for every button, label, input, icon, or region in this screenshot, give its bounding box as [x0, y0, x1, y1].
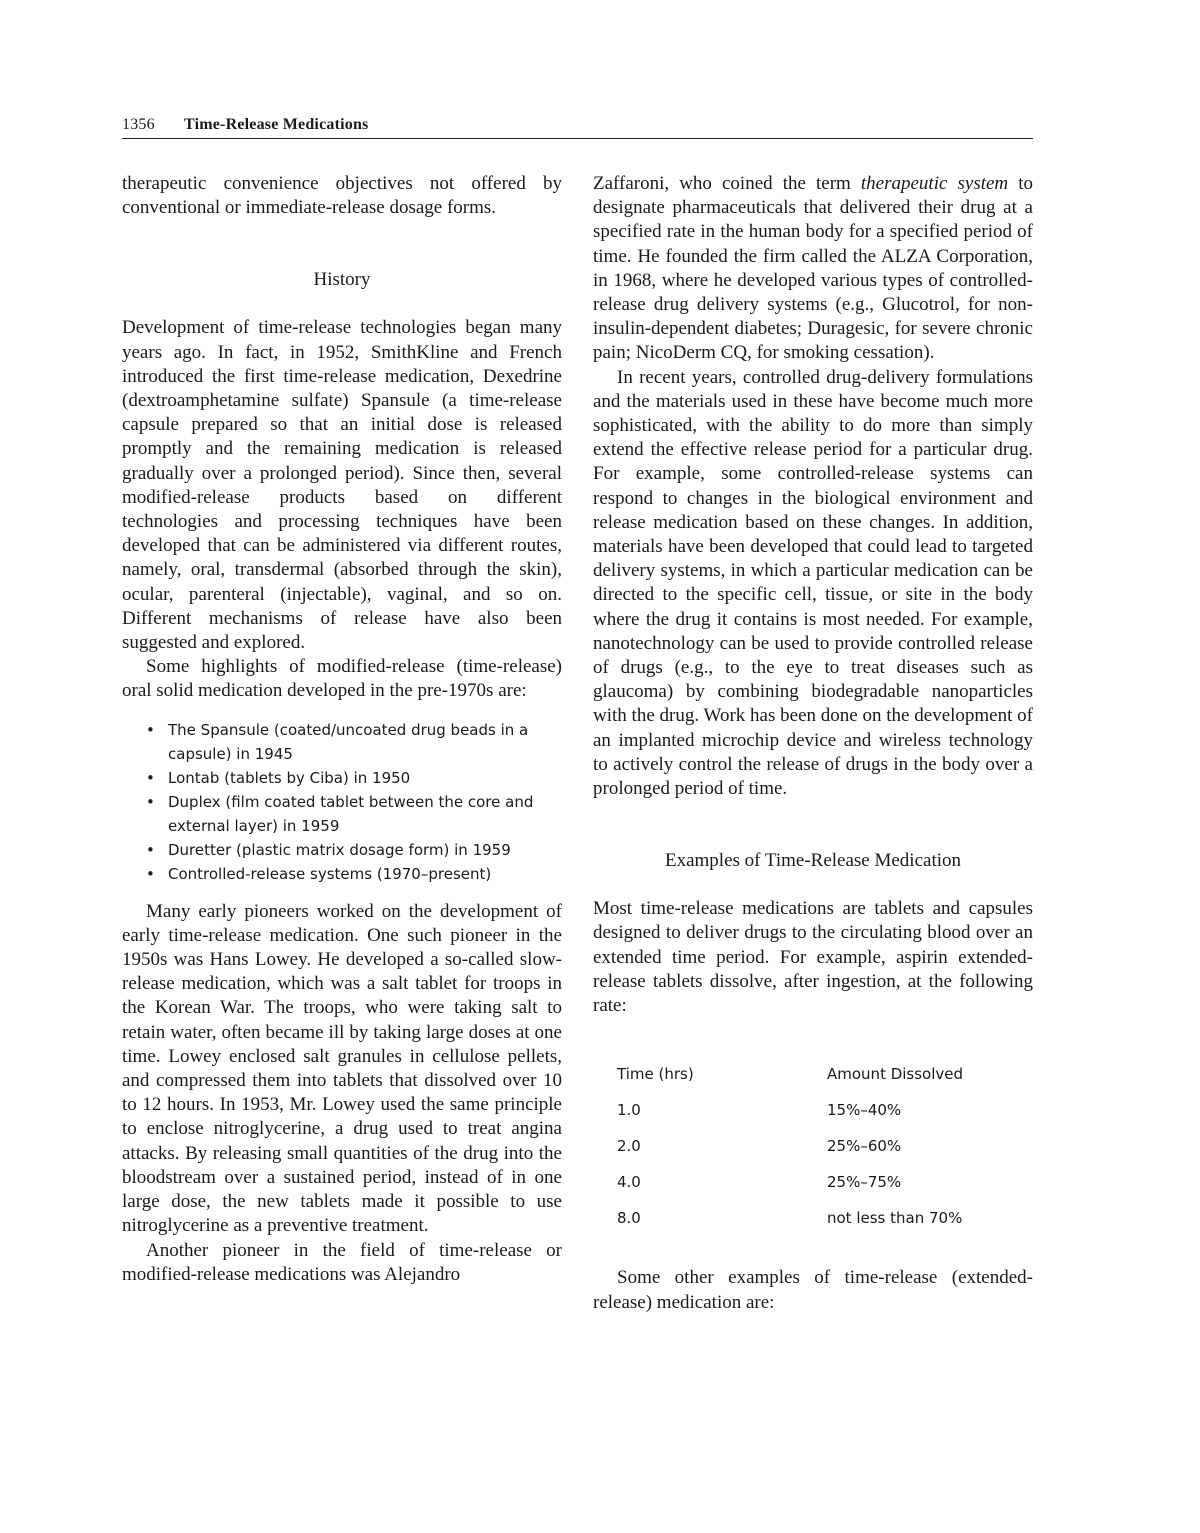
time-cell: 1.0 — [617, 1101, 641, 1120]
therapeutic-system-term: therapeutic system — [860, 173, 1009, 194]
left-column — [122, 172, 562, 1287]
history-paragraph-2: Some highlights of modified-release (time-release) oral solid medication developed in the pre-1970s are: — [122, 656, 562, 702]
amount-cell: 25%–75% — [827, 1173, 902, 1192]
right-column — [593, 172, 1033, 1315]
time-cell: 4.0 — [617, 1173, 641, 1192]
page-number: 1356 — [122, 116, 155, 133]
history-paragraph-1: Development of time-release technologies began many years ago. In fact, in 1952, SmithKline and French introduced the first time-release medication, Dexedrine (dextroamphetamine sulfate) Spansule (a time-release capsule prepared so that an initial dose is released promptly and the remaining medication is released gradually over a prolonged period). Since then, several modified-release products based on different technologies and processing techniques have been developed that can be administered via different routes, namely, oral, transdermal (absorbed through the skin), ocular, parenteral (injectable), vaginal, and so on. Different mechanisms of release have also been suggested and explored. — [122, 317, 562, 654]
time-column-header: Time (hrs) — [617, 1065, 694, 1084]
other-examples-paragraph: Some other examples of time-release (extended-release) medication are: — [593, 1267, 1033, 1313]
zaffaroni-paragraph — [593, 172, 1033, 366]
amount-cell: not less than 70% — [827, 1209, 963, 1228]
table-row — [617, 1092, 1027, 1128]
examples-heading: Examples of Time-Release Medication — [664, 850, 962, 872]
history-paragraph-4: Another pioneer in the field of time-release or modified-release medications was Alejandro — [122, 1239, 562, 1285]
amount-cell: 15%–40% — [827, 1101, 902, 1120]
table-header-row — [617, 1056, 1027, 1092]
dissolution-rate-table — [617, 1056, 1027, 1236]
amount-cell: 25%–60% — [827, 1137, 902, 1156]
list-item: • The Spansule (coated/uncoated drug beads in a capsule) in 1945 — [146, 718, 562, 766]
list-item: • Duplex (film coated tablet between the core and external layer) in 1959 — [146, 790, 562, 838]
running-title: Time-Release Medications — [184, 116, 369, 133]
time-cell: 2.0 — [617, 1137, 641, 1156]
time-cell: 8.0 — [617, 1209, 641, 1228]
history-paragraph-3: Many early pioneers worked on the development of early time-release medication. One such pioneer in the 1950s was Hans Lowey. He developed a so-called slow-release medication, which was a salt tablet for troops in the Korean War. The troops, who were taking salt to retain water, often became ill by taking large doses at one time. Lowey enclosed salt granules in cellulose pellets, and compressed them into tablets that dissolved over 10 to 12 hours. In 1953, Mr. Lowey used the same principle to enclose nitroglycerine, a drug used to treat angina attacks. By releasing small quantities of the drug into the bloodstream over a sustained period, instead of in one large dose, the new tablets made it possible to use nitroglycerine as a preventive treatment. — [122, 900, 562, 1237]
intro-paragraph: therapeutic convenience objectives not offered by conventional or immediate-release dosage forms. — [122, 173, 562, 219]
examples-paragraph: Most time-release medications are tablets and capsules designed to deliver drugs to the circulating blood over an extended time period. For example, aspirin extended-release tablets dissolve, after ingestion, at the following rate: — [593, 898, 1033, 1017]
table-row — [617, 1128, 1027, 1164]
amount-column-header: Amount Dissolved — [827, 1065, 964, 1084]
zaffaroni-text-b: to designate pharmaceuticals that delivered their drug at a specified rate in the human body for a specified period of time. He founded the firm called the ALZA Corporation, in 1968, where he developed various types of controlled-release drug delivery systems (e.g., Glucotrol, for non-insulin-dependent diabetes; Duragesic, for severe chronic pain; NicoDerm CQ, for smoking cessation). — [593, 173, 1034, 364]
highlights-list — [146, 718, 562, 886]
table-row — [617, 1200, 1027, 1236]
history-heading: History — [313, 269, 371, 291]
running-header — [122, 114, 1033, 139]
table-row — [617, 1164, 1027, 1200]
list-item: • Controlled-release systems (1970–present) — [146, 862, 562, 886]
zaffaroni-text-a: Zaffaroni, who coined the term — [593, 173, 861, 194]
recent-years-paragraph: In recent years, controlled drug-delivery formulations and the materials used in these have become much more sophisticated, with the ability to do more than simply extend the effective release period for a particular drug. For example, some controlled-release systems can respond to changes in the biological environment and release medication based on these changes. In addition, materials have been developed that could lead to targeted delivery systems, in which a particular medication can be directed to the specific cell, tissue, or site in the body where the drug it contains is most needed. For example, nanotechnology can be used to provide controlled release of drugs (e.g., to the eye to treat diseases such as glaucoma) by combining biodegradable nanoparticles with the drug. Work has been done on the development of an implanted microchip device and wireless technology to actively control the release of drugs in the body over a prolonged period of time. — [593, 366, 1033, 800]
list-item: • Duretter (plastic matrix dosage form) in 1959 — [146, 838, 562, 862]
list-item: • Lontab (tablets by Ciba) in 1950 — [146, 766, 562, 790]
